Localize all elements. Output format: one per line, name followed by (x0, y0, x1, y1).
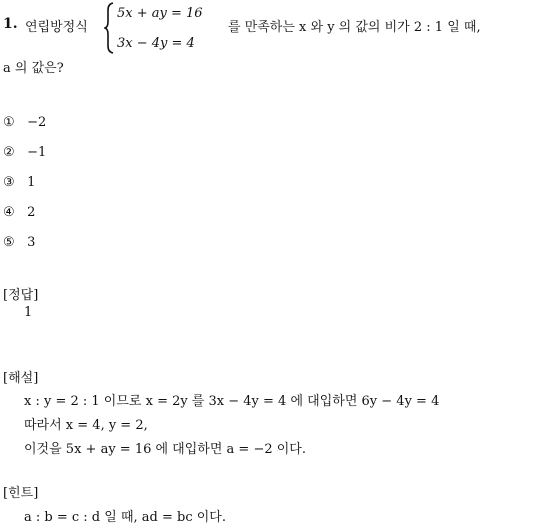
question-ask: a 의 값은? (3, 61, 64, 76)
choice-value: 2 (27, 205, 36, 220)
choice-value: −1 (27, 145, 47, 160)
choice-4[interactable] (3, 205, 35, 220)
explanation-line-3: 이것을 5x + ay = 16 에 대입하면 a = −2 이다. (24, 442, 306, 457)
choice-mark: ⑤ (3, 235, 15, 250)
equation-brace (104, 2, 114, 54)
hint-label: [힌트] (3, 486, 39, 501)
question-block (0, 0, 534, 80)
equation-1: 5x + ay = 16 (117, 6, 203, 21)
choice-5[interactable] (3, 235, 35, 250)
choice-mark: ② (3, 145, 15, 160)
hint-line: a : b = c : d 일 때, ad = bc 이다. (24, 510, 226, 525)
choice-value: 3 (27, 235, 36, 250)
answer-label: [정답] (3, 288, 39, 303)
question-condition: 를 만족하는 x 와 y 의 값의 비가 2 : 1 일 때, (228, 20, 481, 35)
choice-3[interactable] (3, 175, 35, 190)
choice-mark: ④ (3, 205, 15, 220)
choice-value: −2 (27, 115, 47, 130)
explanation-label: [해설] (3, 371, 39, 386)
explanation-line-1: x : y = 2 : 1 이므로 x = 2y 를 3x − 4y = 4 에 대입하면 6y − 4y = 4 (24, 394, 440, 409)
explanation-line-2: 따라서 x = 4, y = 2, (24, 418, 148, 433)
choice-mark: ③ (3, 175, 15, 190)
answer-value: 1 (24, 305, 33, 320)
choice-2[interactable] (3, 145, 46, 160)
choice-list (0, 110, 200, 260)
choice-1[interactable] (3, 115, 46, 130)
choice-value: 1 (27, 175, 36, 190)
question-prefix: 연립방정식 (25, 20, 88, 35)
equation-2: 3x − 4y = 4 (117, 36, 195, 51)
question-number: 1. (3, 16, 18, 32)
choice-mark: ① (3, 115, 15, 130)
